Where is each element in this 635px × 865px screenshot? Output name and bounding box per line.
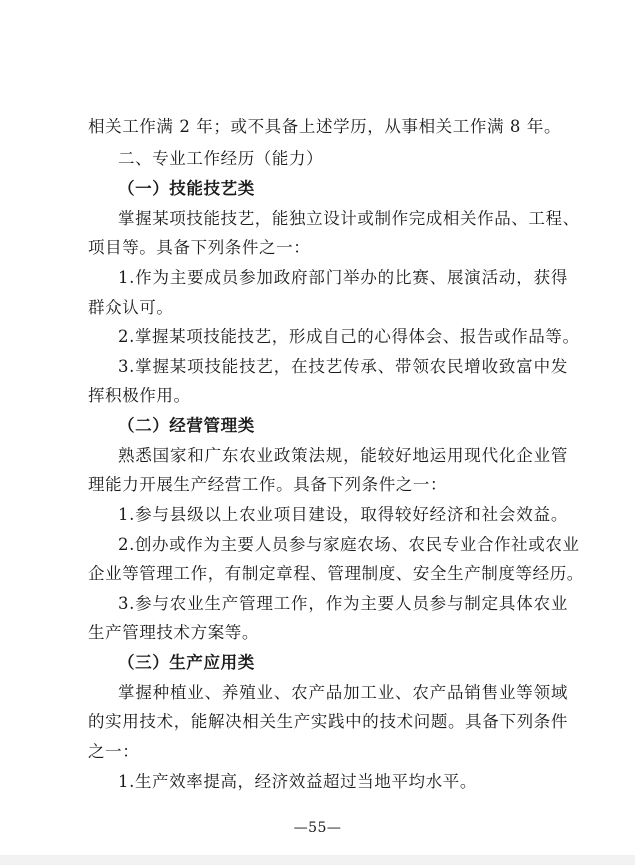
text-line: 3.掌握某项技能技艺，在技艺传承、带领农民增收致富中发 xyxy=(118,357,568,376)
text-line: 2.掌握某项技能技艺，形成自己的心得体会、报告或作品等。 xyxy=(118,327,580,346)
text-line: 项目等。具备下列条件之一： xyxy=(88,238,311,257)
subsection-heading: （二）经营管理类 xyxy=(118,416,255,435)
subsection-heading: （一）技能技艺类 xyxy=(118,179,255,198)
text-line: 挥积极作用。 xyxy=(88,386,191,405)
subsection-heading: （三）生产应用类 xyxy=(118,653,255,672)
text-line: 掌握种植业、养殖业、农产品加工业、农产品销售业等领域 xyxy=(118,683,568,702)
text-line: 2.创办或作为主要人员参与家庭农场、农民专业合作社或农业 xyxy=(118,535,580,554)
text-line: 相关工作满 2 年；或不具备上述学历，从事相关工作满 8 年。 xyxy=(88,117,562,136)
text-line: 1.作为主要成员参加政府部门举办的比赛、展演活动，获得 xyxy=(118,268,568,287)
text-line: 3.参与农业生产管理工作，作为主要人员参与制定具体农业 xyxy=(118,594,568,613)
text-line: 群众认可。 xyxy=(88,298,174,317)
page-number: —55— xyxy=(293,820,342,836)
page-bottom-edge xyxy=(0,855,635,865)
text-line: 生产管理技术方案等。 xyxy=(88,623,259,642)
text-line: 1.参与县级以上农业项目建设，取得较好经济和社会效益。 xyxy=(118,505,568,524)
text-line: 1.生产效率提高，经济效益超过当地平均水平。 xyxy=(118,772,477,791)
text-line: 企业等管理工作，有制定章程、管理制度、安全生产制度等经历。 xyxy=(88,564,584,583)
text-line: 掌握某项技能技艺，能独立设计或制作完成相关作品、工程、 xyxy=(118,209,580,228)
text-line: 熟悉国家和广东农业政策法规，能较好地运用现代化企业管 xyxy=(118,446,568,465)
text-line: 之一： xyxy=(88,742,140,761)
section-heading: 二、专业工作经历（能力） xyxy=(118,149,324,168)
text-line: 的实用技术，能解决相关生产实践中的技术问题。具备下列条件 xyxy=(88,712,568,731)
text-line: 理能力开展生产经营工作。具备下列条件之一： xyxy=(88,475,448,494)
